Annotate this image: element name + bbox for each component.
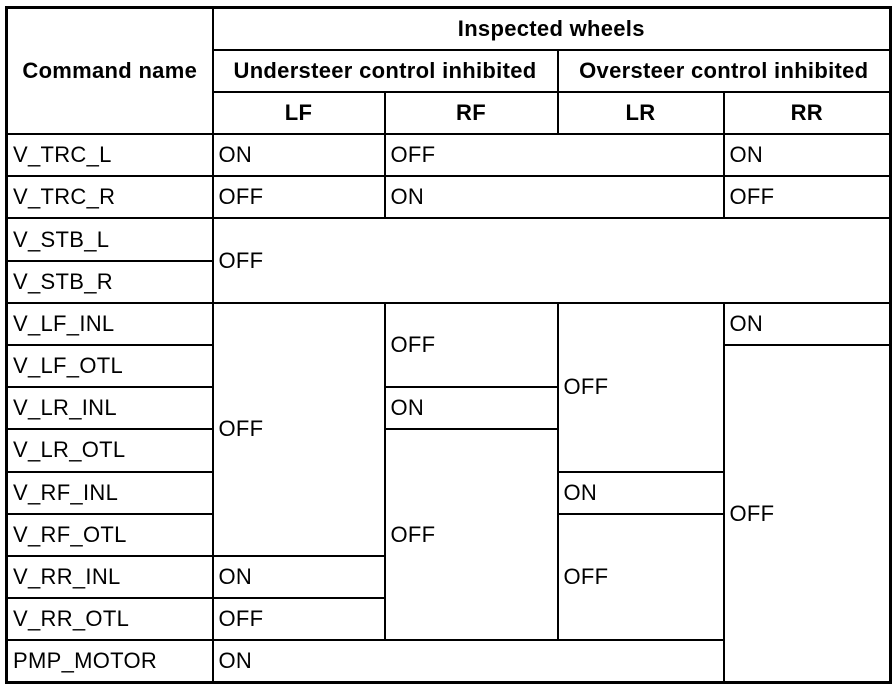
header-lr: LR (558, 92, 724, 134)
lr-merged-cell-lower: OFF (558, 514, 724, 641)
rf-lr-cell: ON (385, 176, 724, 218)
table-row-v-lf-inl (7, 303, 891, 345)
command-name-cell: V_RR_INL (7, 556, 213, 598)
table-row-v-stb-l (7, 218, 891, 260)
header-lf: LF (213, 92, 385, 134)
command-name-cell: V_STB_L (7, 218, 213, 260)
command-name-cell: V_TRC_R (7, 176, 213, 218)
command-name-cell: V_RR_OTL (7, 598, 213, 640)
command-name-cell: V_LR_OTL (7, 429, 213, 471)
rf-merged-cell-lower: OFF (385, 429, 558, 640)
header-command-name: Command name (7, 8, 213, 135)
rr-merged-cell: OFF (724, 345, 891, 683)
command-name-cell: V_STB_R (7, 261, 213, 303)
lf-merged-cell: OFF (213, 303, 385, 556)
command-name-cell: V_LF_OTL (7, 345, 213, 387)
rr-cell: ON (724, 303, 891, 345)
header-oversteer: Oversteer control inhibited (558, 50, 891, 92)
rf-merged-cell-upper: OFF (385, 303, 558, 387)
lf-cell: ON (213, 556, 385, 598)
table-row-pmp-motor (7, 640, 891, 682)
rf-cell: ON (385, 387, 558, 429)
stb-all-wheels-cell: OFF (213, 218, 891, 302)
table-row-v-trc-l (7, 134, 891, 176)
rr-cell: OFF (724, 176, 891, 218)
lf-cell: OFF (213, 598, 385, 640)
lr-cell: ON (558, 472, 724, 514)
header-rr: RR (724, 92, 891, 134)
lf-cell: ON (213, 134, 385, 176)
rr-cell: ON (724, 134, 891, 176)
command-name-cell: PMP_MOTOR (7, 640, 213, 682)
command-name-cell: V_LR_INL (7, 387, 213, 429)
command-name-cell: V_RF_INL (7, 472, 213, 514)
rf-lr-cell: OFF (385, 134, 724, 176)
header-row-1 (7, 8, 891, 50)
inspection-table (5, 6, 892, 684)
lr-merged-cell-upper: OFF (558, 303, 724, 472)
command-name-cell: V_LF_INL (7, 303, 213, 345)
table-row-v-trc-r (7, 176, 891, 218)
header-understeer: Understeer control inhibited (213, 50, 558, 92)
header-rf: RF (385, 92, 558, 134)
command-name-cell: V_RF_OTL (7, 514, 213, 556)
lf-cell: OFF (213, 176, 385, 218)
command-name-cell: V_TRC_L (7, 134, 213, 176)
header-inspected-wheels: Inspected wheels (213, 8, 891, 50)
pmp-motor-value-cell: ON (213, 640, 891, 682)
